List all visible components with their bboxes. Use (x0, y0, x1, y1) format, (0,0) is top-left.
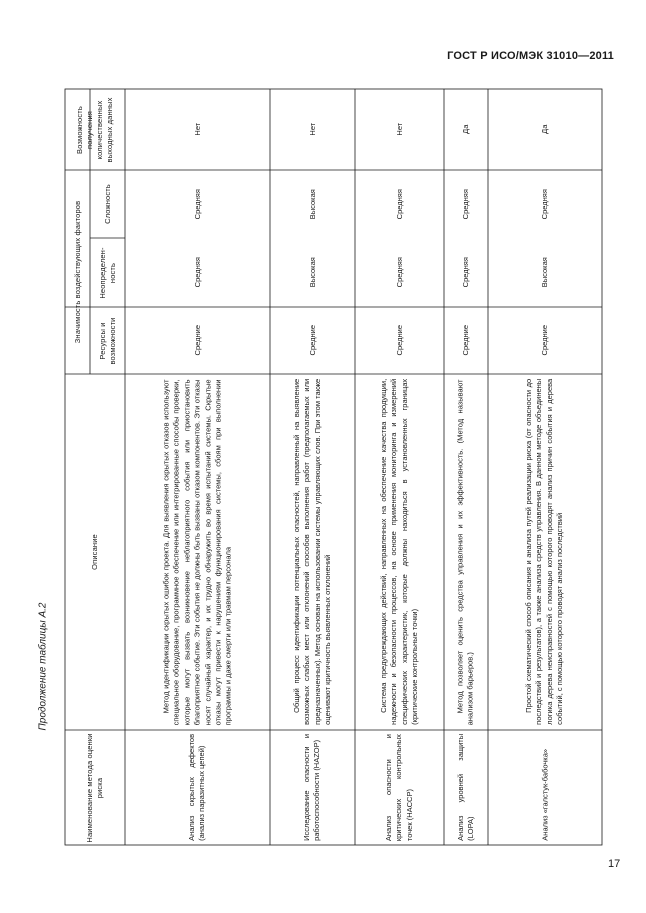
row2-uncertainty-text: Высокая (307, 257, 317, 288)
header-name (65, 730, 125, 845)
row5-resources (488, 307, 602, 374)
row5-description (488, 374, 602, 730)
row2-description (270, 374, 355, 730)
header-resources-text: Ресурсы и возможности (97, 316, 117, 365)
header-significance (65, 170, 90, 374)
row5-quantitative (488, 89, 602, 170)
row1-description-text: Метод идентификации скрытых ошибок проекта. Для выявления скрытых отказов используют специальное оборудование, программное обеспечение или интегрированные способы проверки, которые могут вызвать возникновение неблагоприятного события или приостановить благоприятное событие. Эти события не должны быть вызваны отказом компонентов. Эти отказы носят случайный характер, и их трудно обнаружить во время испытаний системы. Скрытые отказы могут привести к нарушениям функционирования системы, сбоям при выполнении программы и даже смерти или травмам персонала (161, 379, 233, 725)
row5-description-text: Простой схематический способ описания и анализа путей реализации риска (от опасности до последствий и результатов), а также анализа средств управления. В данном методе объединены логика дерева неисправностей с помощью которого проводят анализ причин события и дерева событий, с помощью которого проводят анализ последствий (524, 379, 565, 725)
row3-name-text: Анализ опасности и критических контрольных точек (HACCP) (383, 734, 414, 841)
row1-quantitative (125, 89, 270, 170)
row3-complexity-text: Средняя (394, 188, 404, 220)
row3-description-text: Система предупреждающих действий, направленных на обеспечение качества продукции, надежности и безопасности процессов, на основе применения мониторинга и измерений специфических характеристик, которые должны находиться в установленных границах (критические контрольные точки) (378, 379, 419, 725)
row3-complexity (355, 170, 444, 238)
row4-resources-text: Средние (460, 325, 470, 356)
header-quantitative (65, 89, 125, 170)
page-number: 17 (608, 858, 621, 870)
row5-resources-text: Средние (539, 325, 549, 356)
row4-resources (444, 307, 488, 374)
row1-name (125, 730, 270, 845)
row1-complexity-text: Средняя (192, 188, 202, 220)
row3-resources-text: Средние (394, 325, 404, 356)
row2-uncertainty (270, 238, 355, 307)
row1-name-text: Анализ скрытых дефектов (анализ паразитных цепей) (187, 734, 207, 841)
row1-resources-text: Средние (192, 325, 202, 356)
row1-description (125, 374, 270, 730)
row2-quantitative-text: Нет (307, 123, 317, 136)
row3-uncertainty-text: Средняя (394, 257, 404, 288)
row3-quantitative (355, 89, 444, 170)
row4-description (444, 374, 488, 730)
row2-name-text: Исследование опасности и работоспособности (HAZOP) (302, 734, 322, 841)
header-resources (90, 307, 125, 374)
header-complexity (90, 170, 125, 238)
row2-description-text: Общий процесс идентификации потенциальных опасностей, направленный на выявление возможных слабых мест или отклонений способов выполнения работ (предполагаемых или предназначенных). Метод основан на использовании системы управляющих слов. При этом также оценивают критичность выявленных отклонений (291, 379, 332, 725)
caption-text: Продолжение таблицы А.2 (37, 602, 49, 730)
row1-resources (125, 307, 270, 374)
row1-uncertainty-text: Средняя (192, 257, 202, 288)
row4-uncertainty-text: Средняя (460, 257, 470, 288)
row4-quantitative-text: Да (460, 124, 470, 135)
row3-quantitative-text: Нет (394, 123, 404, 136)
row4-description-text: Метод позволяет оценить средства управления и их эффективность. (Метод называют анализом барьеров.) (455, 379, 475, 725)
row5-name (488, 730, 602, 845)
row2-complexity-text: Высокая (307, 188, 317, 220)
row5-uncertainty-text: Высокая (539, 257, 549, 288)
row5-quantitative-text: Да (539, 124, 549, 135)
row3-resources (355, 307, 444, 374)
row4-uncertainty (444, 238, 488, 307)
header-uncertainty (90, 238, 125, 307)
row2-quantitative (270, 89, 355, 170)
header-name-text: Наименование метода оценки риска (85, 732, 104, 843)
row4-complexity (444, 170, 488, 238)
row5-name-text: Анализ «галстук-бабочка» (539, 749, 549, 841)
header-description (65, 374, 125, 730)
row4-complexity-text: Средняя (460, 188, 470, 220)
row3-name (355, 730, 444, 845)
row4-quantitative (444, 89, 488, 170)
row4-name (444, 730, 488, 845)
row5-complexity-text: Средняя (539, 188, 549, 220)
row5-complexity (488, 170, 602, 238)
row2-resources-text: Средние (307, 325, 317, 356)
row2-complexity (270, 170, 355, 238)
row3-description (355, 374, 444, 730)
row2-resources (270, 307, 355, 374)
header-quantitative-text: Возможность получения количественных выходных данных (75, 97, 114, 163)
header-complexity-text: Сложность (102, 184, 112, 224)
row4-name-text: Анализ уровней защиты (LOPA) (455, 734, 475, 841)
row1-complexity (125, 170, 270, 238)
header-uncertainty-text: Неопределен-ность (97, 246, 117, 299)
header-significance-text: Значимость воздействующих факторов (72, 200, 82, 344)
header-description-text: Описание (90, 534, 99, 570)
row3-uncertainty (355, 238, 444, 307)
row5-uncertainty (488, 238, 602, 307)
row2-name (270, 730, 355, 845)
row1-quantitative-text: Нет (192, 123, 202, 136)
standard-header: ГОСТ Р ИСО/МЭК 31010—2011 (447, 50, 614, 62)
row1-uncertainty (125, 238, 270, 307)
